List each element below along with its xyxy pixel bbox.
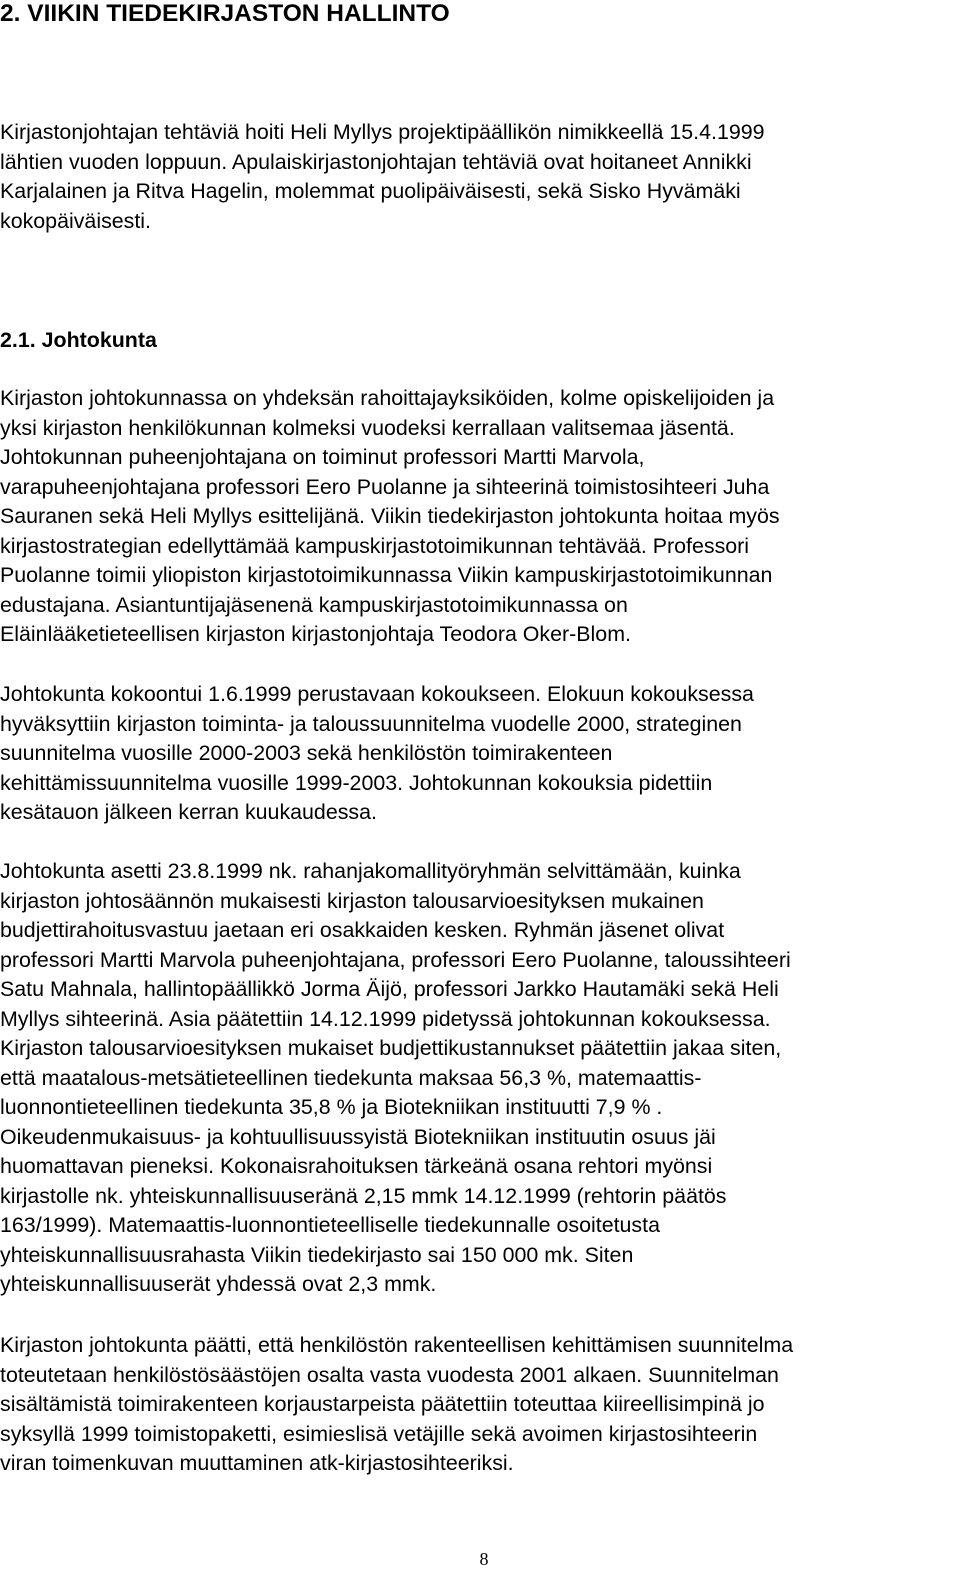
text-line: hyväksyttiin kirjaston toiminta- ja taloussuunnitelma vuodelle 2000, strateginen [0, 711, 742, 736]
text-line: 163/1999). Matemaattis-luonnontieteelliselle tiedekunnalle osoitetusta [0, 1213, 660, 1237]
text-line: professori Martti Marvola puheenjohtajana, professori Eero Puolanne, taloussihteeri [0, 947, 791, 972]
text-line: Johtokunta asetti 23.8.1999 nk. rahanjakomallityöryhmän selvittämään, kuinka [0, 859, 741, 883]
paragraph-staff-development [0, 1331, 960, 1479]
text-line: Kirjaston johtokunnassa on yhdeksän rahoittajayksiköiden, kolme opiskelijoiden ja [0, 386, 775, 410]
text-line: budjettirahoitusvastuu jaetaan eri osakkaiden kesken. Ryhmän jäsenet olivat [0, 918, 725, 942]
text-line: varapuheenjohtajana professori Eero Puolanne ja sihteerinä toimistosihteeri Juha [0, 474, 770, 499]
text-line: kirjastolle nk. yhteiskunnallisuuseränä 2,15 mmk 14.12.1999 (rehtorin päätös [0, 1183, 727, 1208]
text-line: Sauranen sekä Heli Myllys esittelijänä. Viikin tiedekirjaston johtokunta hoitaa myös [0, 504, 780, 528]
text-line: yksi kirjaston henkilökunnan kolmeksi vuodeksi kerrallaan valitsemaa jäsentä. [0, 415, 735, 440]
text-line: sisältämistä toimirakenteen korjaustarpeista päätettiin toteuttaa kiireellisimpinä jo [0, 1392, 765, 1416]
text-line: Oikeudenmukaisuus- ja kohtuullisuussyistä Biotekniikan instituutin osuus jäi [0, 1124, 716, 1149]
text-line: edustajana. Asiantuntijajäsenenä kampuskirjastotoimikunnassa on [0, 592, 628, 617]
text-line: kirjastostrategian edellyttämää kampuskirjastotoimikunnan tehtävää. Professori [0, 533, 750, 558]
text-line: Johtokunnan puheenjohtajana on toiminut professori Martti Marvola, [0, 445, 645, 469]
text-line: Kirjastonjohtajan tehtäviä hoiti Heli Myllys projektipäällikön nimikkeellä 15.4.1999 [0, 120, 765, 144]
text-line: Karjalainen ja Ritva Hagelin, molemmat puolipäiväisesti, sekä Sisko Hyvämäki [0, 179, 741, 203]
paragraph-funding-model [0, 857, 960, 1300]
text-line: Johtokunta kokoontui 1.6.1999 perustavaan kokoukseen. Elokuun kokouksessa [0, 682, 754, 706]
text-line: kirjaston johtosäännön mukaisesti kirjaston talousarvioesityksen mukainen [0, 888, 704, 913]
paragraph-management-staff [0, 118, 960, 236]
text-line: syksyllä 1999 toimistopaketti, esimieslisä vetäjille sekä avoimen kirjastosihteerin [0, 1421, 758, 1446]
text-line: Kirjaston johtokunta päätti, että henkilöstön rakenteellisen kehittämisen suunnitelma [0, 1333, 794, 1357]
text-line: lähtien vuoden loppuun. Apulaiskirjastonjohtajan tehtäviä ovat hoitaneet Annikki [0, 149, 752, 174]
text-line: kesätauon jälkeen kerran kuukaudessa. [0, 800, 377, 824]
chapter-title: 2. VIIKIN TIEDEKIRJASTON HALLINTO [0, 0, 450, 27]
section-title: 2.1. Johtokunta [0, 328, 157, 352]
text-line: kehittämissuunnitelma vuosille 1999-2003. Johtokunnan kokouksia pidettiin [0, 770, 713, 795]
text-line: yhteiskunnallisuuserät yhdessä ovat 2,3 mmk. [0, 1272, 437, 1296]
text-line: että maatalous-metsätieteellinen tiedekunta maksaa 56,3 %, matemaattis- [0, 1065, 702, 1090]
paragraph-board-members [0, 384, 960, 650]
text-line: Puolanne toimii yliopiston kirjastotoimikunnassa Viikin kampuskirjastotoimikunnan [0, 563, 773, 587]
text-line: Kirjaston talousarvioesityksen mukaiset budjettikustannukset päätettiin jakaa siten, [0, 1036, 782, 1060]
text-line: Satu Mahnala, hallintopäällikkö Jorma Äijö, professori Jarkko Hautamäki sekä Heli [0, 977, 779, 1001]
text-line: viran toimenkuvan muuttaminen atk-kirjastosihteeriksi. [0, 1451, 514, 1475]
text-line: yhteiskunnallisuusrahasta Viikin tiedekirjasto sai 150 000 mk. Siten [0, 1242, 634, 1267]
text-line: Myllys sihteerinä. Asia päätettiin 14.12.1999 pidetyssä johtokunnan kokouksessa. [0, 1006, 771, 1031]
text-line: luonnontieteellinen tiedekunta 35,8 % ja Biotekniikan instituutti 7,9 % . [0, 1095, 663, 1119]
text-line: toteutetaan henkilöstösäästöjen osalta vasta vuodesta 2001 alkaen. Suunnitelman [0, 1362, 779, 1387]
text-line: suunnitelma vuosille 2000-2003 sekä henkilöstön toimirakenteen [0, 741, 613, 765]
text-line: kokopäiväisesti. [0, 208, 151, 233]
text-line: huomattavan pieneksi. Kokonaisrahoituksen tärkeänä osana rehtori myönsi [0, 1154, 713, 1178]
text-line: Eläinlääketieteellisen kirjaston kirjastonjohtaja Teodora Oker-Blom. [0, 622, 631, 646]
paragraph-board-meetings [0, 680, 960, 828]
page-number: 8 [479, 1549, 489, 1569]
